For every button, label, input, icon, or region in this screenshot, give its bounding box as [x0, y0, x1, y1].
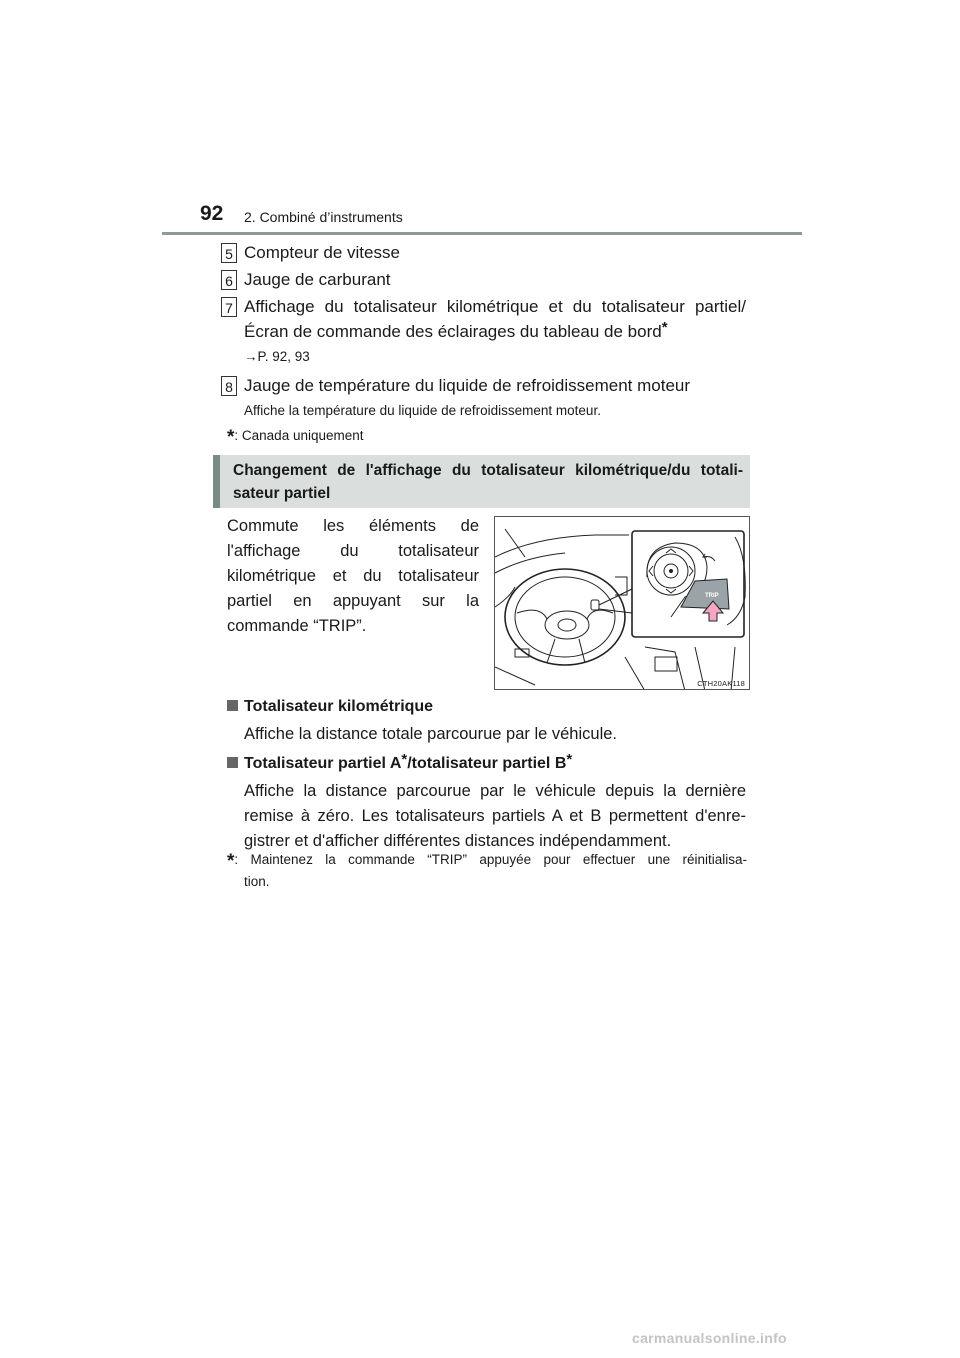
square-bullet-icon [227, 757, 238, 768]
steering-wheel-icon [505, 569, 625, 665]
desc-odometer: Affiche la distance totale parcourue par le véhicule. [244, 725, 618, 743]
item-coolant-note: Affiche la température du liquide de refroidissement moteur. [244, 403, 601, 418]
asterisk-mark: * [661, 319, 668, 337]
item-number-8: 8 [221, 376, 237, 396]
trip-switch-illustration [494, 516, 750, 690]
asterisk-mark: * [566, 750, 573, 768]
page-number: 92 [200, 202, 224, 225]
subhead-trip-meter: Totalisateur partiel A*/totalisateur partiel B* [227, 755, 572, 773]
item-odometer-line1: Affichage du totalisateur kilométrique et du totalisateur partiel/ [244, 297, 746, 316]
item-number-7: 7 [221, 297, 237, 317]
section-title: Changement de l'affichage du totalisateur kilométrique/du totali-sateur partiel [233, 462, 743, 502]
desc-trip-meter: Affiche la distance parcourue par le véhicule depuis la dernière remise à zéro. Les totalisateurs partiels A et B permettent d'enre- gistrer et d'afficher différentes distances indépendamment. [244, 782, 746, 850]
trip-button-label: TRIP [705, 593, 719, 599]
square-bullet-icon [227, 700, 238, 711]
switch-pad-icon [632, 531, 745, 637]
section-body: Commute les éléments de l'affichage du totalisateur kilométrique et du totalisateur partiel en appuyant sur la commande “TRIP”. [227, 517, 479, 635]
item-fuel-gauge: Jauge de carburant [244, 270, 391, 289]
footnote-reset: *: Maintenez la commande “TRIP” appuyée pour effectuer une réinitialisa- tion. [227, 851, 747, 889]
asterisk-mark: * [401, 750, 408, 768]
watermark: carmanualsonline.info [632, 1330, 787, 1346]
section-header-box [213, 455, 750, 508]
item-coolant-gauge: Jauge de température du liquide de refroidissement moteur [244, 376, 691, 395]
item-speedometer: Compteur de vitesse [244, 243, 400, 262]
item-odometer-line2: Écran de commande des éclairages du tableau de bord* [244, 319, 668, 341]
footnote-canada: *: Canada uniquement [227, 427, 364, 448]
page-reference[interactable]: →P. 92, 93 [244, 349, 310, 364]
subhead-odometer: Totalisateur kilométrique [227, 698, 433, 716]
item-number-6: 6 [221, 270, 237, 290]
header-rule [162, 232, 802, 235]
asterisk-mark: * [227, 851, 235, 872]
running-header: 2. Combiné d’instruments [244, 209, 403, 225]
item-number-5: 5 [221, 243, 237, 263]
figure-code: CTH20AK118 [697, 679, 745, 688]
asterisk-mark: * [227, 427, 235, 448]
